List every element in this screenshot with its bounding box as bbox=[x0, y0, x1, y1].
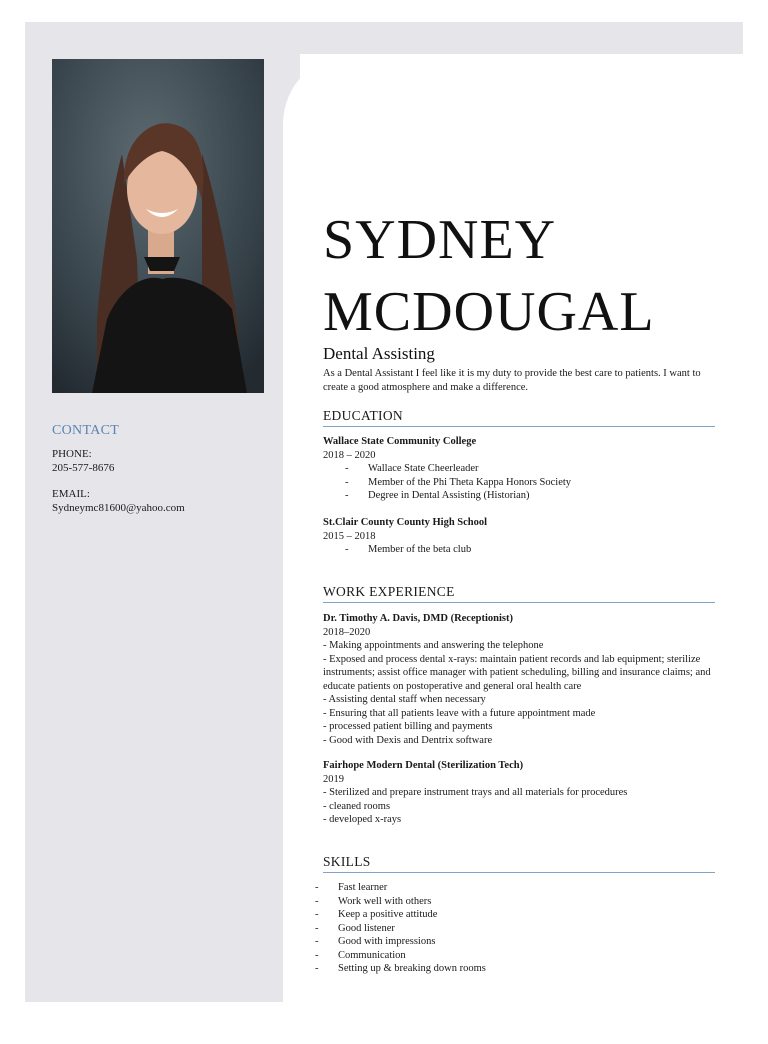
header-band bbox=[80, 22, 743, 54]
email-value: Sydneymc81600@yahoo.com bbox=[52, 501, 185, 514]
job-duty: - Ensuring that all patients leave with a future appointment made bbox=[323, 707, 596, 719]
summary-text: As a Dental Assistant I feel like it is my duty to provide the best care to patients. I want to create a good atmosphere and make a difference. bbox=[323, 368, 701, 393]
full-name bbox=[323, 204, 655, 348]
education-entry bbox=[323, 435, 715, 503]
job-years: 2018–2020 bbox=[323, 626, 371, 638]
job-duty: - Sterilized and prepare instrument trays and all materials for procedures bbox=[323, 787, 628, 798]
skill-item: - Good with impressions bbox=[313, 935, 486, 949]
education-heading: EDUCATION bbox=[323, 408, 715, 427]
job-duty: - developed x-rays bbox=[323, 814, 402, 825]
education-entry bbox=[323, 516, 715, 557]
job-entry bbox=[323, 759, 715, 827]
phone-block bbox=[52, 448, 114, 475]
skills-heading: SKILLS bbox=[323, 854, 715, 873]
list-item: - Member of the Phi Theta Kappa Honors Society bbox=[323, 476, 715, 490]
school-name: St.Clair County County High School bbox=[323, 517, 488, 528]
job-duty: - Making appointments and answering the telephone bbox=[323, 640, 544, 651]
job-years: 2019 bbox=[323, 773, 344, 785]
first-name: SYDNEY bbox=[323, 209, 557, 271]
email-block bbox=[52, 488, 185, 515]
phone-value: 205-577-8676 bbox=[52, 461, 115, 474]
phone-label: PHONE: bbox=[52, 448, 92, 460]
last-name: MCDOUGAL bbox=[323, 281, 655, 343]
school-years: 2018 – 2020 bbox=[323, 449, 376, 461]
list-item: - Wallace State Cheerleader bbox=[323, 462, 715, 476]
contact-heading: CONTACT bbox=[52, 423, 120, 438]
skill-item: - Keep a positive attitude bbox=[313, 908, 486, 922]
school-name: Wallace State Community College bbox=[323, 436, 477, 447]
profile-photo bbox=[52, 59, 264, 393]
skill-item: - Good listener bbox=[313, 922, 486, 936]
school-years: 2015 – 2018 bbox=[323, 530, 376, 542]
school-activities bbox=[323, 462, 715, 503]
work-heading: WORK EXPERIENCE bbox=[323, 584, 715, 603]
job-duty: - processed patient billing and payments bbox=[323, 721, 493, 732]
skill-item: - Fast learner bbox=[313, 881, 486, 895]
job-duty: - Assisting dental staff when necessary bbox=[323, 694, 486, 705]
list-item: - Degree in Dental Assisting (Historian) bbox=[323, 489, 715, 503]
skill-item: - Work well with others bbox=[313, 895, 486, 909]
job-title: Fairhope Modern Dental (Sterilization Tech) bbox=[323, 760, 524, 771]
job-title: Dr. Timothy A. Davis, DMD (Receptionist) bbox=[323, 613, 513, 624]
job-duty: - cleaned rooms bbox=[323, 800, 391, 812]
school-activities bbox=[323, 543, 715, 557]
skills-list bbox=[313, 881, 486, 976]
skill-item: - Setting up & breaking down rooms bbox=[313, 962, 486, 976]
job-entry bbox=[323, 612, 715, 747]
job-duty: - Good with Dexis and Dentrix software bbox=[323, 734, 493, 746]
email-label: EMAIL: bbox=[52, 488, 90, 500]
job-duty: - Exposed and process dental x-rays: maintain patient records and lab equipment; sterilize instruments; assist office manager with patient scheduling, billing and insurance claims; and educate patients on postoperative and general oral health care bbox=[323, 653, 711, 692]
skill-item: - Communication bbox=[313, 949, 486, 963]
job-title: Dental Assisting bbox=[323, 344, 435, 363]
list-item: - Member of the beta club bbox=[323, 543, 715, 557]
